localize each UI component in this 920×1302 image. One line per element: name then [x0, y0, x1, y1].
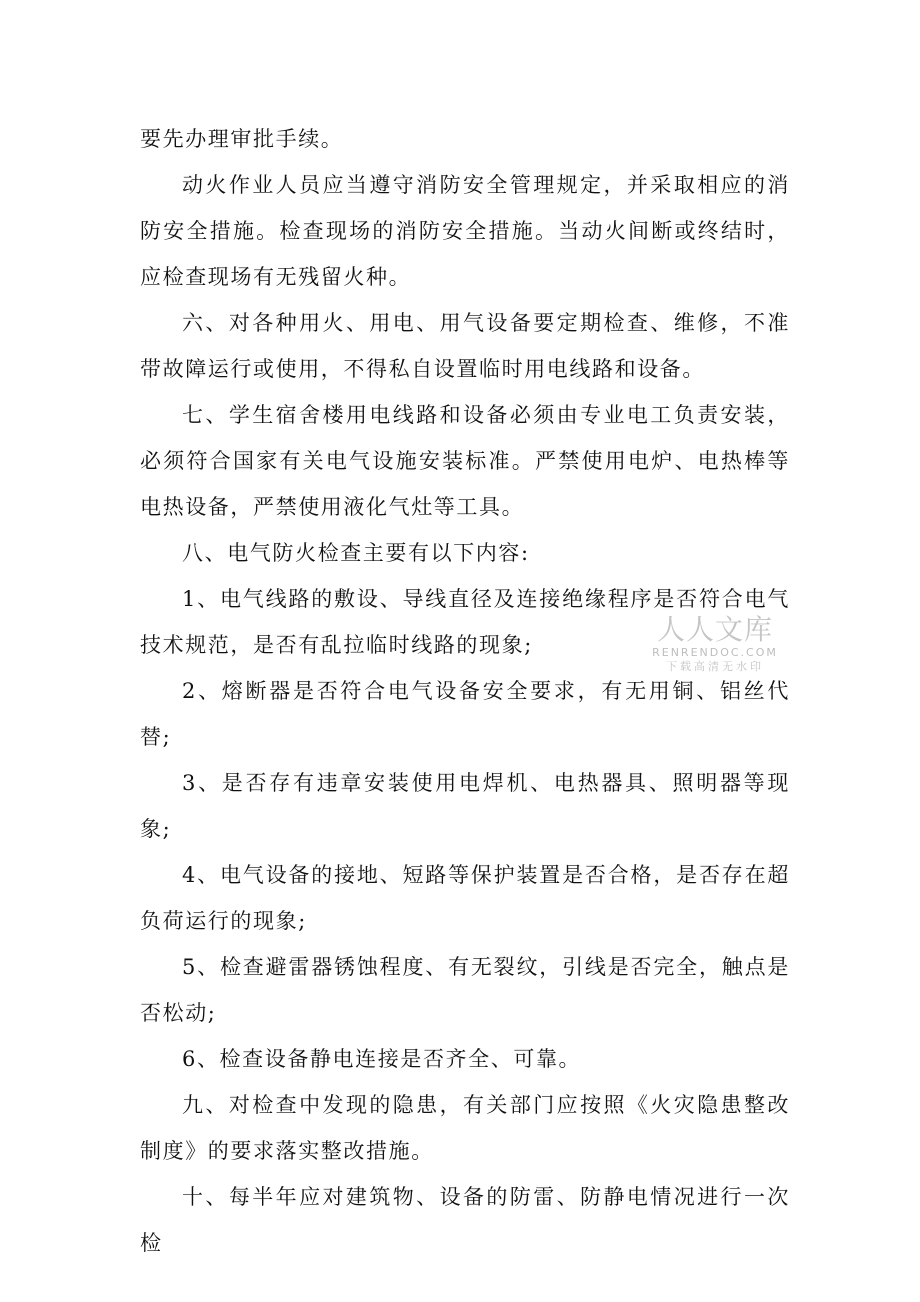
paragraph: 要先办理审批手续。 [140, 127, 344, 151]
paragraph: 十、每半年应对建筑物、设备的防雷、防静电情况进行一次检 [140, 1185, 790, 1255]
paragraph: 3、是否存有违章安装使用电焊机、电热器具、照明器等现象; [140, 771, 790, 841]
paragraph: 动火作业人员应当遵守消防安全管理规定，并采取相应的消防安全措施。检查现场的消防安全措施。当动火间断或终结时，应检查现场有无残留火种。 [140, 173, 790, 289]
watermark-title: 人人文库 [656, 613, 773, 646]
paragraph: 2、熔断器是否符合电气设备安全要求，有无用铜、铝丝代替; [140, 679, 790, 749]
watermark-domain: RENRENDOC.COM [652, 646, 778, 659]
watermark-subtitle: 下载高清无水印 [666, 660, 764, 673]
paragraph: 6、检查设备静电连接是否齐全、可靠。 [182, 1047, 582, 1071]
paragraph: 4、电气设备的接地、短路等保护装置是否合格，是否存在超负荷运行的现象; [140, 863, 790, 933]
document-body [140, 116, 790, 1266]
paragraph: 5、检查避雷器锈蚀程度、有无裂纹，引线是否完全，触点是否松动; [140, 955, 790, 1025]
paragraph: 1、电气线路的敷设、导线直径及连接绝缘程序是否符合电气技术规范，是否有乱拉临时线路的现象; [140, 587, 790, 657]
paragraph: 九、对检查中发现的隐患，有关部门应按照《火灾隐患整改制度》的要求落实整改措施。 [140, 1093, 790, 1163]
paragraph: 八、电气防火检查主要有以下内容: [182, 541, 530, 565]
paragraph: 七、学生宿舍楼用电线路和设备必须由专业电工负责安装，必须符合国家有关电气设施安装标准。严禁使用电炉、电热棒等电热设备，严禁使用液化气灶等工具。 [140, 403, 790, 519]
paragraph: 六、对各种用火、用电、用气设备要定期检查、维修，不准带故障运行或使用，不得私自设置临时用电线路和设备。 [140, 311, 790, 381]
